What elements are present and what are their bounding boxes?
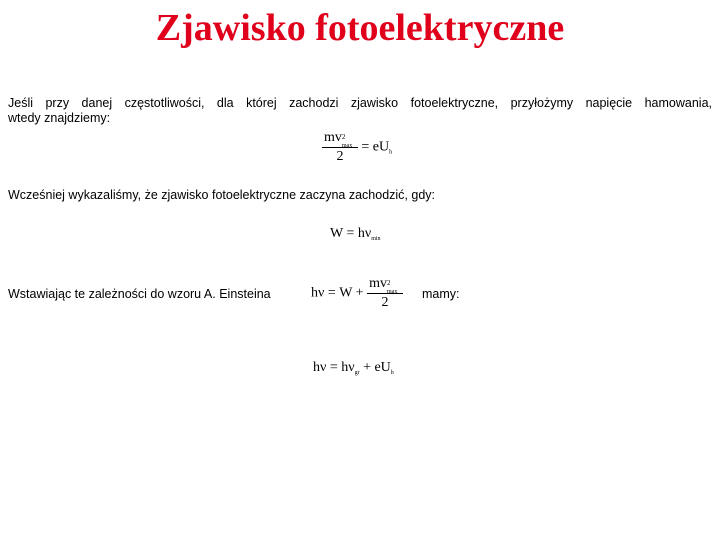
paragraph-result: mamy: bbox=[422, 287, 460, 301]
fraction-numerator bbox=[322, 130, 358, 148]
sup-sub bbox=[386, 276, 401, 295]
subscript: min bbox=[371, 236, 381, 242]
formula-einstein bbox=[311, 276, 403, 311]
paragraph-stopping-voltage bbox=[8, 96, 712, 126]
formula-lhs: hν = hν bbox=[313, 360, 355, 375]
fraction-numerator bbox=[367, 276, 403, 294]
superscript: 2 bbox=[341, 133, 346, 141]
subscript: max bbox=[386, 289, 398, 295]
fraction-denominator: 2 bbox=[336, 149, 344, 164]
fraction-denominator: 2 bbox=[381, 295, 389, 310]
formula-rhs: + eU bbox=[359, 360, 391, 375]
formula-text: mv bbox=[369, 276, 387, 291]
subscript: max bbox=[341, 143, 353, 149]
formula-kinetic-energy bbox=[322, 130, 392, 165]
fraction bbox=[367, 276, 403, 311]
formula-rhs: = eU bbox=[361, 139, 390, 155]
paragraph-line: Jeśli przy danej częstotliwości, dla której zachodzi zjawisko fotoelektryczne, przyłożymy napięcie hamowania, bbox=[8, 96, 712, 110]
sup-sub bbox=[341, 130, 356, 149]
subscript: h bbox=[390, 370, 394, 376]
paragraph-line: wtedy znajdziemy: bbox=[8, 111, 111, 125]
fraction bbox=[322, 130, 358, 165]
formula-work-function bbox=[330, 226, 381, 242]
subscript: h bbox=[389, 149, 393, 156]
formula-lhs: hν = W + bbox=[311, 285, 368, 301]
subscript: gr bbox=[354, 370, 360, 376]
slide-title: Zjawisko fotoelektryczne bbox=[155, 7, 565, 49]
paragraph-einstein: Wstawiając te zależności do wzoru A. Einsteina bbox=[8, 287, 271, 301]
formula-text: mv bbox=[324, 130, 342, 145]
paragraph-threshold: Wcześniej wykazaliśmy, że zjawisko fotoelektryczne zaczyna zachodzić, gdy: bbox=[8, 188, 436, 202]
formula-result bbox=[313, 360, 394, 376]
formula-text: W = hν bbox=[330, 226, 372, 241]
superscript: 2 bbox=[386, 279, 391, 287]
